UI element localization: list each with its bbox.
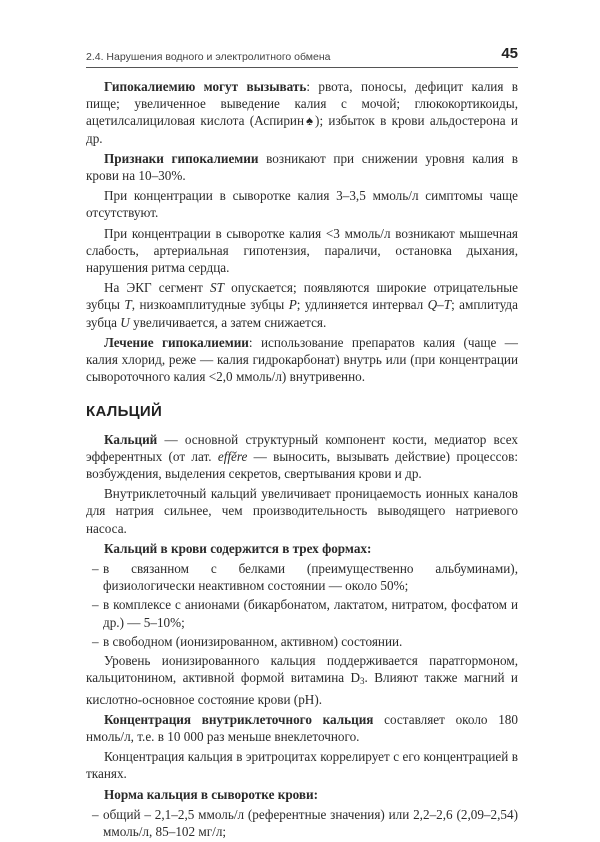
norm-title: Норма кальция в сыворотке крови: bbox=[104, 786, 319, 802]
paragraph-mild: При концентрации в сыворотке калия 3–3,5 ммоль/л симптомы чаще отсутствуют. bbox=[86, 188, 518, 221]
calcium-latin: effěre bbox=[217, 448, 248, 464]
ionized-text-b: . Влияют также магний и кислотно-основное состояние крови (pH). bbox=[86, 670, 518, 707]
ionized-text-a: Уровень ионизированного кальция поддерживается паратгормоном, кальцитонином, активной формой витамина D bbox=[86, 653, 518, 686]
paragraph-ecg bbox=[86, 279, 518, 331]
list-item: – в свободном (ионизированном, активном) состоянии. bbox=[92, 633, 403, 649]
norm-list bbox=[86, 806, 518, 840]
heading-calcium: КАЛЬЦИЙ bbox=[86, 403, 163, 421]
paragraph-intracellular: Внутриклеточный кальций увеличивает проницаемость ионных каналов для натрия сильнее, чем производительность выводящего натриевого насоса. bbox=[86, 486, 518, 536]
ecg-text-d: ; удлиняется интервал bbox=[296, 297, 428, 313]
paragraph-severe: При концентрации в сыворотке калия <3 ммоль/л возникают мышечная слабость, артериальная гипотензия, параличи, остановка дыхания, нарушения ритма сердца. bbox=[86, 225, 518, 276]
calcium-def-b: — выносить, вызывать действие) процессов: возбуждения, выделения секретов, свертывания крови и др. bbox=[86, 448, 518, 482]
forms-list bbox=[86, 560, 518, 650]
calcium-def-a: — основной структурный компонент кости, медиатор всех эфферентных (от лат. bbox=[86, 431, 518, 464]
running-header bbox=[86, 45, 518, 68]
list-item: – в связанном с белками (преимущественно альбуминами), физиологически неактивном состоянии — около 50%; bbox=[92, 561, 518, 594]
forms-title: Кальций в крови содержится в трех формах: bbox=[104, 540, 372, 556]
ecg-qt: Q–T bbox=[427, 297, 452, 313]
text-column bbox=[86, 78, 518, 842]
paragraph-ionized bbox=[86, 652, 518, 708]
signs-text: возникают при снижении уровня калия в крови на 10–30%. bbox=[86, 150, 519, 184]
ecg-text-e: ; амплитуда зубца bbox=[86, 297, 518, 330]
concentration-title: Концентрация внутриклеточного кальция bbox=[104, 711, 374, 727]
ecg-t: T bbox=[124, 297, 132, 313]
list-item: – в комплексе с анионами (бикарбонатом, лактатом, нитратом, фосфатом и др.) — 5–10%; bbox=[92, 597, 518, 630]
treatment-text: : использование препаратов калия (чаще — калия хлорид, реже — калия гидрокарбонат) внутрь или (при концентрации сывороточного калия <2,0 ммоль/л) внутривенно. bbox=[86, 334, 518, 385]
causes-title: Гипокалиемию могут вызывать bbox=[104, 79, 307, 94]
paragraph-hypokalemia-signs bbox=[86, 150, 518, 184]
ecg-u: U bbox=[120, 314, 130, 330]
concentration-text: составляет около 180 нмоль/л, т.е. в 10 000 раз меньше внеклеточного. bbox=[86, 711, 518, 744]
page-number: 45 bbox=[501, 45, 518, 62]
paragraph-hypokalemia-causes bbox=[86, 78, 518, 147]
ecg-text-b: опускается; появляются широкие отрицательные зубцы bbox=[86, 280, 519, 313]
paragraph-treatment bbox=[86, 334, 518, 386]
vitamin-subscript: 3 bbox=[360, 676, 365, 687]
paragraph-concentration bbox=[86, 711, 518, 745]
section-title: 2.4. Нарушения водного и электролитного обмена bbox=[86, 51, 331, 63]
signs-title: Признаки гипокалиемии bbox=[104, 150, 259, 166]
ecg-p: P bbox=[288, 297, 297, 313]
list-item: – общий – 2,1–2,5 ммоль/л (референтные значения) или 2,2–2,6 (2,09–2,54) ммоль/л, 85–102 мг/л; bbox=[92, 806, 518, 839]
causes-text: : рвота, поносы, дефицит калия в пище; увеличенное выведение калия с мочой; глюкокортикоиды, ацетилсалициловая кислота (Аспирин♠); избыток в крови альдостерона и др. bbox=[86, 79, 518, 146]
ecg-st: ST bbox=[210, 280, 224, 296]
ecg-text-f: увеличивается, а затем снижается. bbox=[129, 314, 327, 330]
treatment-title: Лечение гипокалиемии bbox=[104, 334, 249, 350]
ecg-text-c: , низкоамплитудные зубцы bbox=[131, 297, 289, 313]
ecg-text-a: На ЭКГ сегмент bbox=[104, 280, 211, 296]
calcium-def-title: Кальций bbox=[104, 431, 158, 447]
paragraph-erythrocytes: Концентрация кальция в эритроцитах коррелирует с его концентрацией в тканях. bbox=[86, 749, 518, 782]
paragraph-calcium-definition bbox=[86, 431, 518, 483]
